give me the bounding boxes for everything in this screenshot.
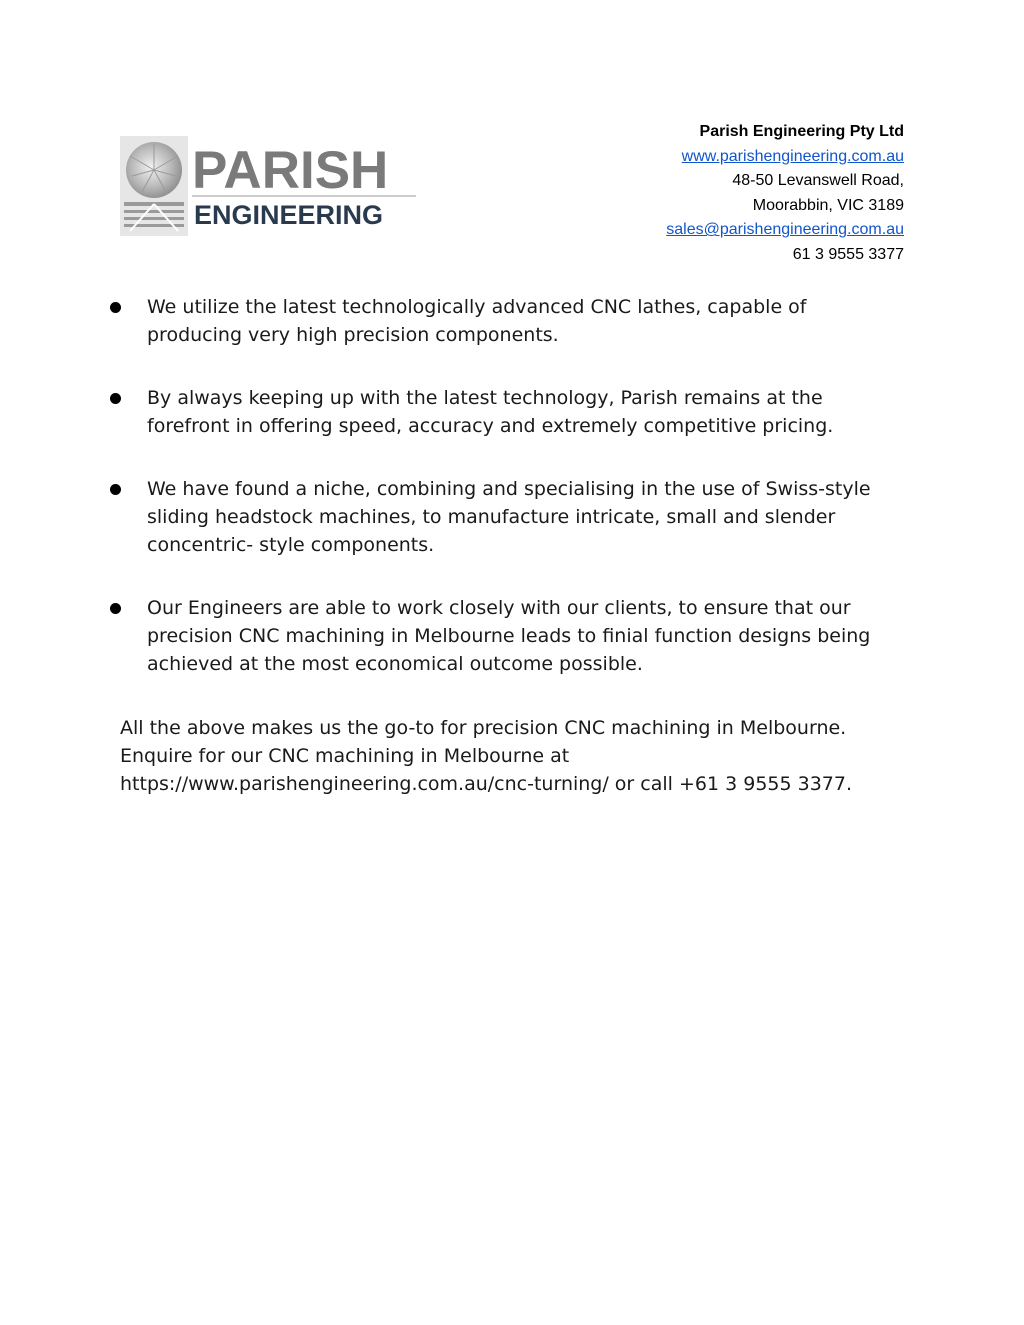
- list-item: [110, 594, 900, 678]
- list-item-text: By always keeping up with the latest technology, Parish remains at the forefront in offering speed, accuracy and extremely competitive pricing.: [147, 387, 834, 437]
- website-link[interactable]: www.parishengineering.com.au: [681, 147, 904, 165]
- logo-word-top: PARISH: [192, 141, 389, 200]
- bullet-icon: [110, 603, 121, 614]
- list-item-text: Our Engineers are able to work closely with our clients, to ensure that our precision CNC machining in Melbourne leads to finial function designs being achieved at the most economical outcome possible.: [147, 597, 871, 675]
- email-link[interactable]: sales@parishengineering.com.au: [666, 221, 904, 239]
- list-item-text: We utilize the latest technologically advanced CNC lathes, capable of producing very high precision components.: [147, 296, 807, 346]
- address-line-1: 48-50 Levanswell Road,: [732, 172, 904, 190]
- phone-number: 61 3 9555 3377: [792, 245, 904, 263]
- list-item: [110, 475, 900, 559]
- bullet-icon: [110, 484, 121, 495]
- company-name: Parish Engineering Pty Ltd: [699, 123, 904, 140]
- list-item: [110, 293, 900, 349]
- bullet-icon: [110, 302, 121, 313]
- company-logo: [120, 136, 418, 238]
- feature-list: [110, 293, 900, 713]
- list-item-text: We have found a niche, combining and specialising in the use of Swiss-style sliding headstock machines, to manufacture intricate, small and slender concentric- style components.: [147, 478, 871, 556]
- list-item: [110, 384, 900, 440]
- logo-word-bottom: ENGINEERING: [194, 200, 384, 230]
- bullet-icon: [110, 393, 121, 404]
- company-contact-block: [666, 120, 904, 268]
- address-line-2: Moorabbin, VIC 3189: [752, 196, 904, 214]
- closing-paragraph: All the above makes us the go-to for precision CNC machining in Melbourne. Enquire for our CNC machining in Melbourne at https://www.parishengineering.com.au/cnc-turning/ or call +61 3 9555 3377.: [120, 717, 853, 795]
